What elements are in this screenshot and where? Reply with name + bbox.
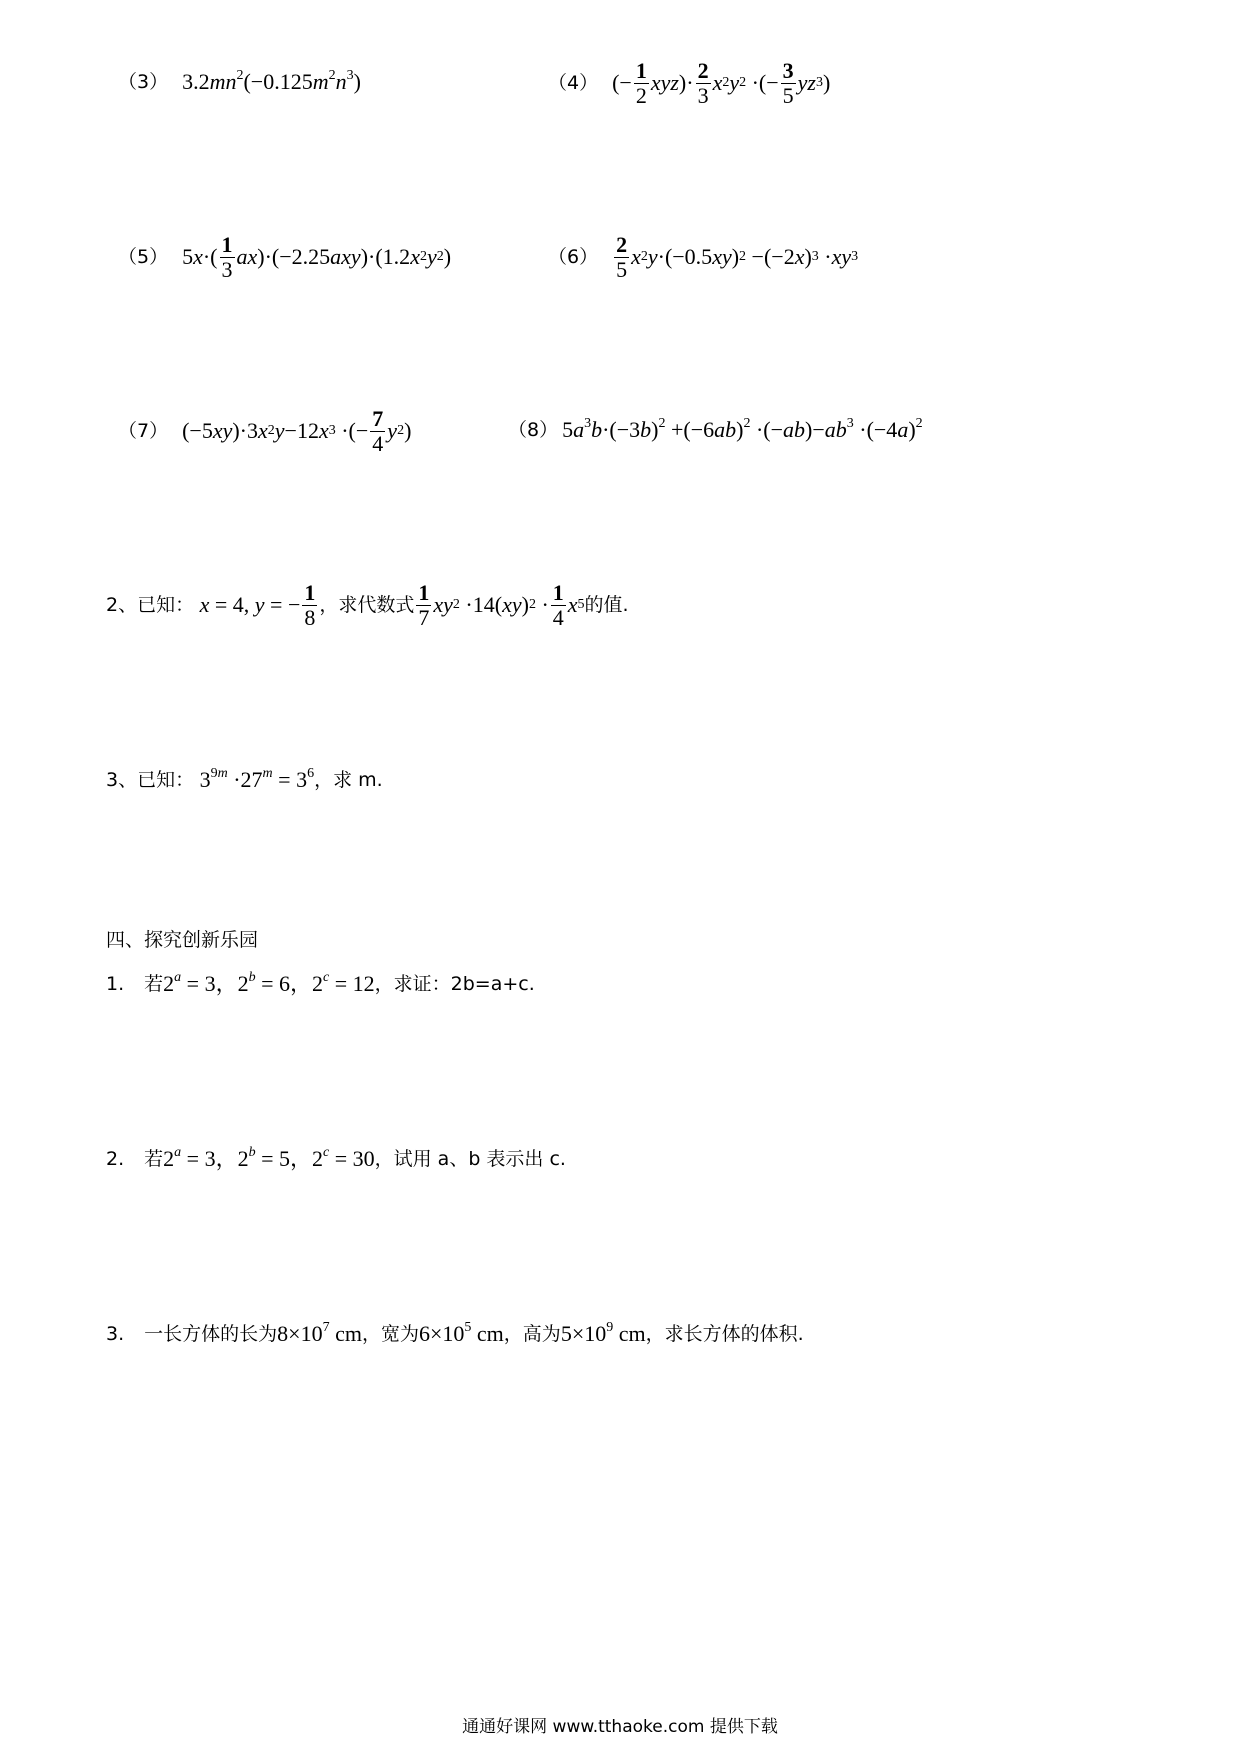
problem-8 [508, 416, 923, 444]
section-4-title: 四、探究创新乐园 [106, 929, 259, 951]
question-3 [106, 766, 383, 794]
question-2-given: x = 4, y = − $\frac{1}{8}$ [199, 579, 316, 630]
item-3-text-d: ，求长方体的体积. [645, 1323, 804, 1345]
question-3-end: ，求 m. [314, 769, 383, 791]
item-3-label: 3. [106, 1323, 125, 1345]
problem-7-label: （7） [118, 420, 169, 442]
item-1-end: ，求证：2b=a+c. [374, 973, 535, 995]
item-3-length: $8\times 10^7$ cm [277, 1320, 362, 1346]
question-3-equation: $3^{9m} \cdot 27^m = 3^6$ [194, 766, 315, 792]
problem-4 [548, 57, 831, 108]
section-4-item-1 [106, 970, 535, 998]
problem-7-expression: (−5 xy )·3 x 2 y −12 x 3 ·(− $\frac{7}{4}$ y 2 ) [182, 405, 412, 456]
item-1-label: 1. [106, 973, 125, 995]
item-3-text-b: ，宽为 [361, 1323, 419, 1345]
section-4-item-2 [106, 1145, 566, 1173]
item-2-end: ，试用 a、b 表示出 c. [374, 1148, 566, 1170]
item-3-width: $6\times 10^5$ cm [418, 1320, 504, 1346]
problem-5 [118, 231, 452, 282]
section-4-heading [106, 926, 258, 954]
problem-3-expression: $3.2mn^2(-0.125m^2n^3)$ [182, 68, 361, 94]
item-2-conditions: $2^a = 3$，$2^b = 5$，$2^c = 30$ [163, 1145, 375, 1171]
problem-4-expression: (− $\frac{1}{2}$ xyz )· $\frac{2}{3}$ x 2 y 2 ·(− $\frac{3}{5}$ yz 3 ) [612, 57, 831, 108]
question-2-end: 的值. [584, 594, 629, 616]
problem-5-expression: 5 x ·( $\frac{1}{3}$ ax )·(−2.25 axy )·(1.2 x 2 y 2 ) [182, 231, 452, 282]
item-1-conditions: $2^a = 3$，$2^b = 6$，$2^c = 12$ [163, 970, 375, 996]
problem-6-expression: $\frac{2}{5}$ x 2 y ·(−0.5 xy ) 2 −(−2 x ) 3 · xy 3 [616, 231, 859, 282]
problem-3 [118, 68, 361, 96]
item-1-if: 若 [144, 973, 164, 995]
question-2-label: 2、已知： [106, 594, 195, 616]
problem-6-label: （6） [548, 246, 599, 268]
section-4-item-3 [106, 1320, 804, 1348]
problem-4-label: （4） [548, 72, 599, 94]
problem-3-label: （3） [118, 71, 169, 93]
problem-7 [118, 405, 412, 456]
problem-6 [548, 231, 859, 282]
problem-5-label: （5） [118, 246, 169, 268]
item-2-label: 2. [106, 1148, 125, 1170]
question-3-label: 3、已知： [106, 769, 195, 791]
page-footer: 通通好课网 www.tthaoke.com 提供下载 [462, 1717, 778, 1737]
question-2-mid: ，求代数式 [319, 594, 415, 616]
question-2 [106, 579, 629, 630]
item-2-if: 若 [144, 1148, 164, 1170]
problem-8-expression: $5a^3b\cdot(-3b)^2 +(-6ab)^2 \cdot(-ab)-ab^3 \cdot(-4a)^2$ [562, 416, 923, 442]
question-2-expression: $\frac{1}{7}$ xy 2 ·14( xy ) 2 · $\frac{1}{4}$ x 5 [418, 579, 585, 630]
item-3-text-a: 一长方体的长为 [144, 1323, 278, 1345]
item-3-text-c: ，高为 [503, 1323, 561, 1345]
problem-8-label: （8） [508, 419, 559, 441]
item-3-height: $5\times 10^9$ cm [560, 1320, 646, 1346]
